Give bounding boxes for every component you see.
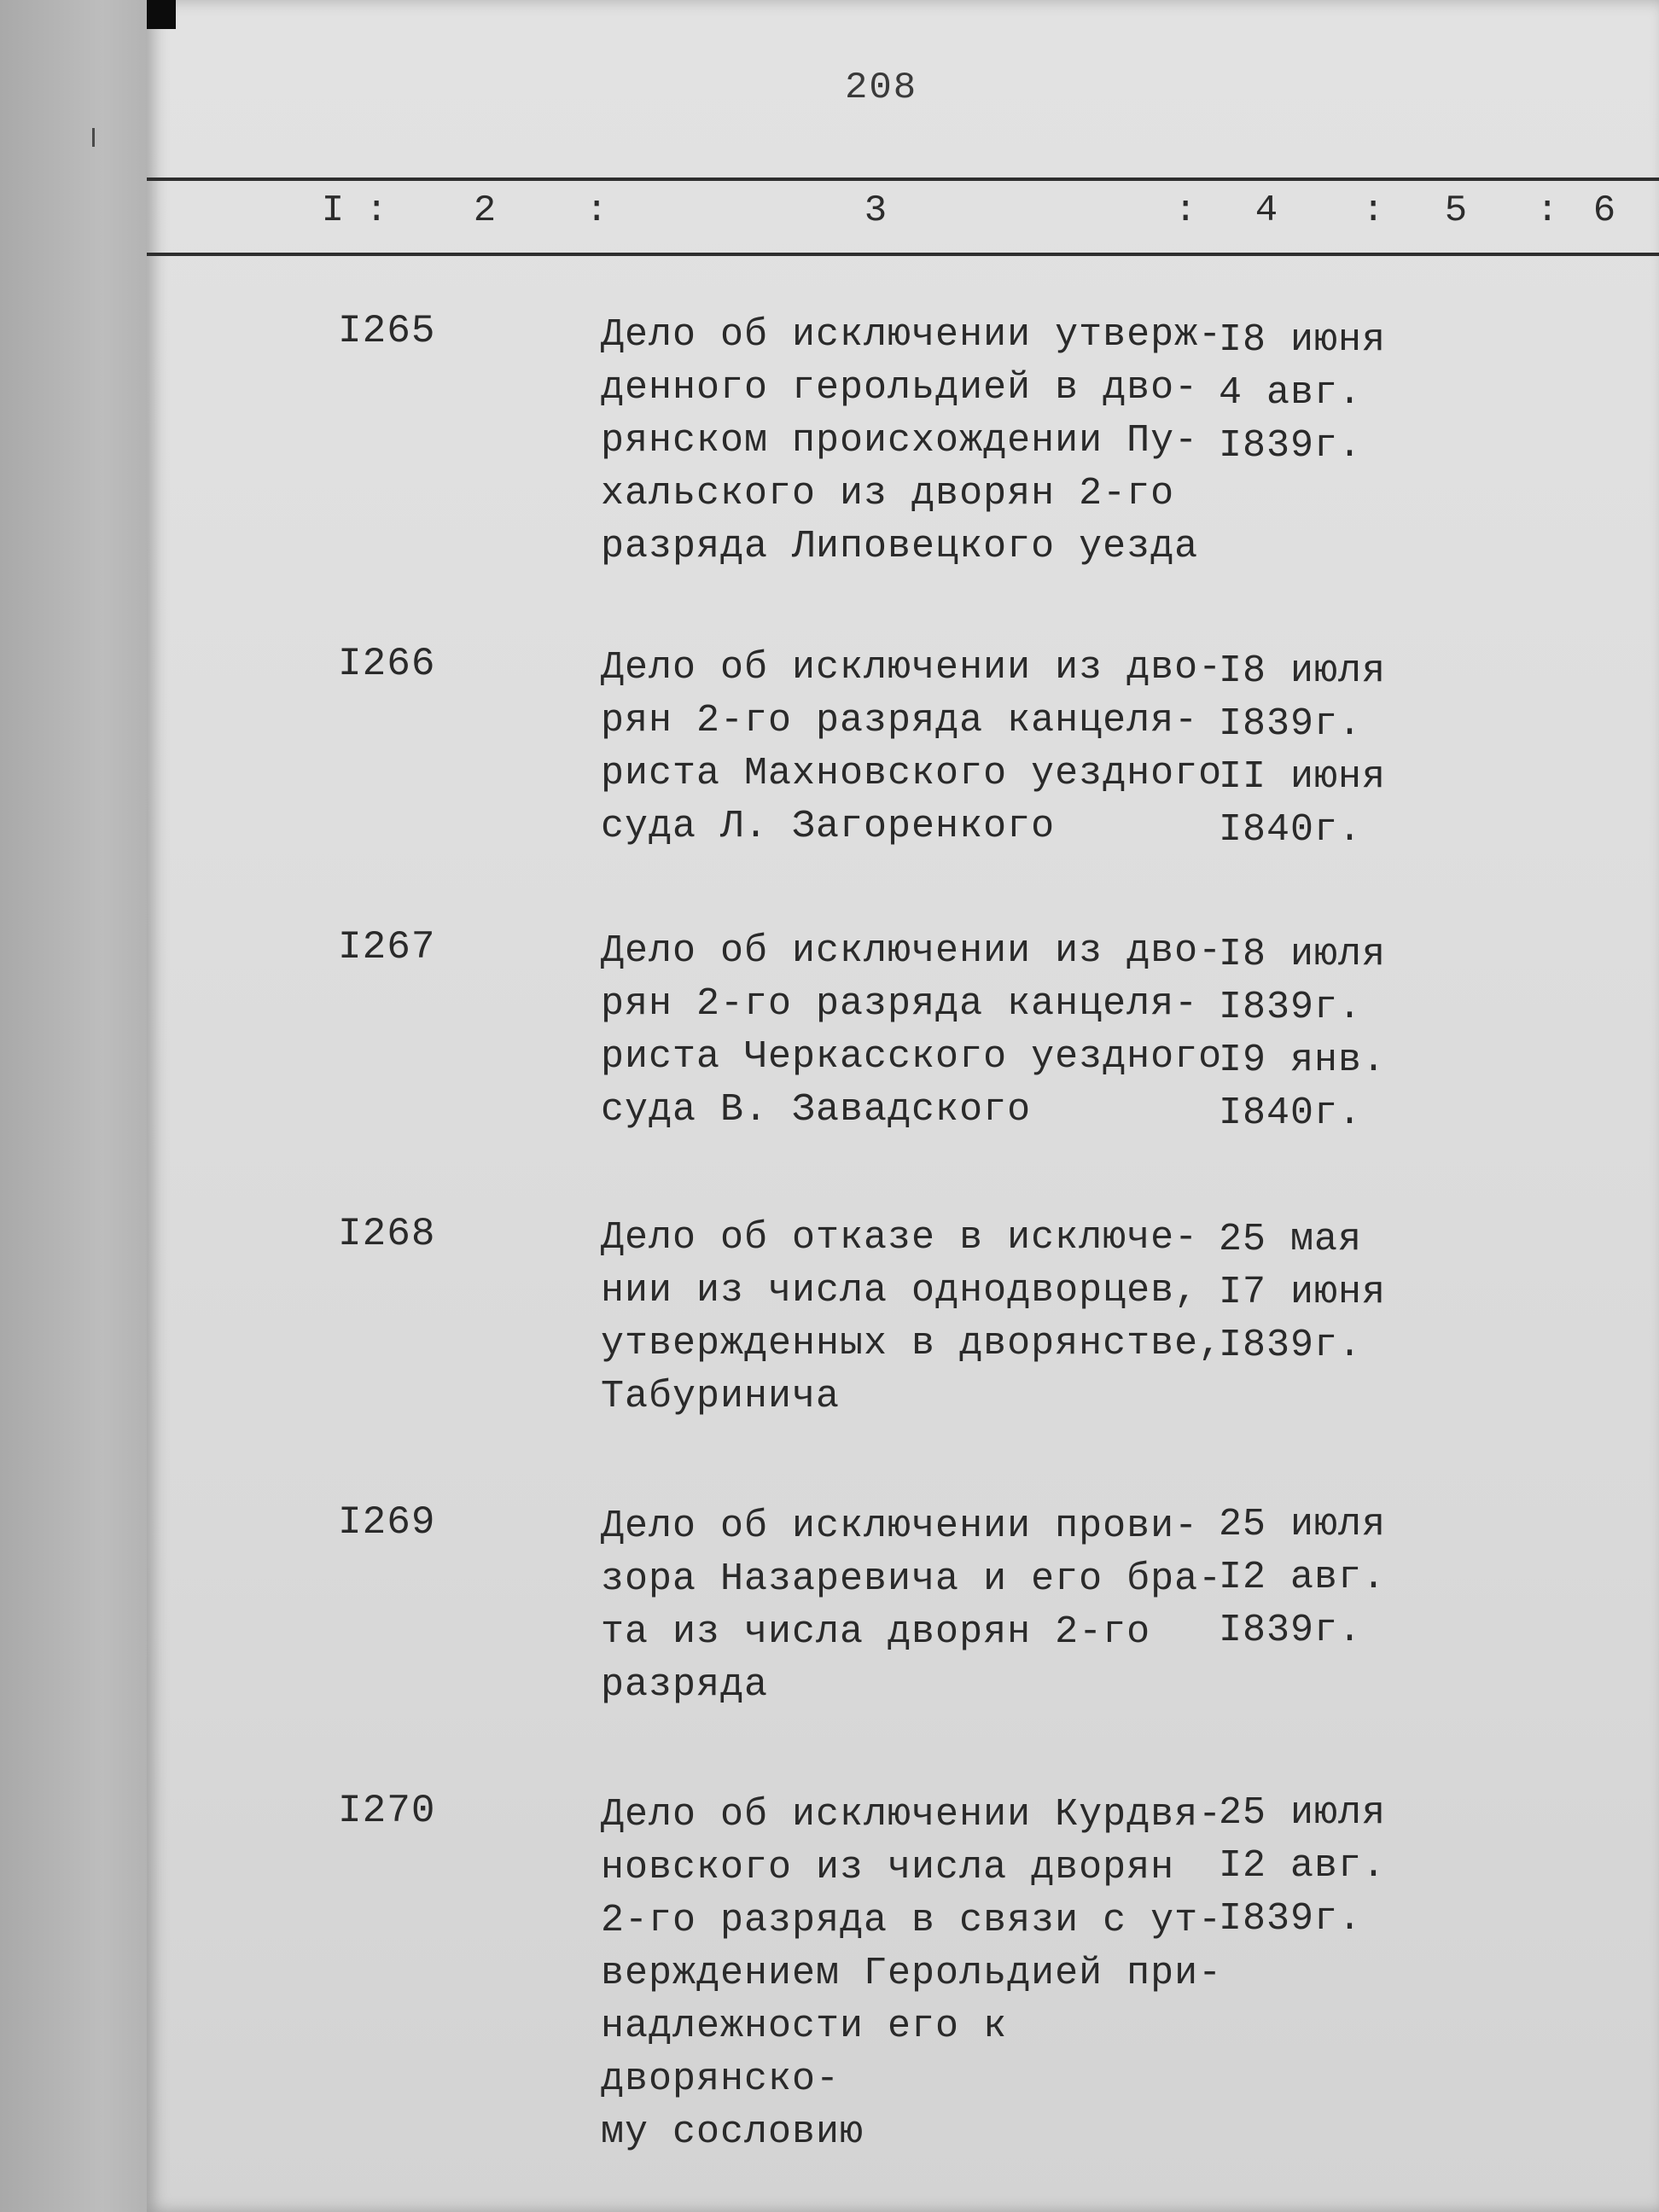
column-separator: : <box>365 189 388 232</box>
case-dates: I8 июня 4 авг. I839г. <box>1219 318 1387 468</box>
case-number: I269 <box>338 1500 436 1545</box>
column-separator: : <box>1362 189 1385 232</box>
page-number: 208 <box>845 67 918 109</box>
case-dates: 25 мая I7 июня I839г. <box>1219 1218 1387 1367</box>
column-header-2: 2 <box>473 189 497 232</box>
case-title: Дело об исключении из дво- рян 2-го разряда канцеля- риста Черкасского уездного суда В. Завадского <box>601 929 1223 1132</box>
case-number: I270 <box>338 1789 436 1833</box>
header-rule-top <box>147 178 1659 181</box>
column-separator: : <box>1174 189 1197 232</box>
case-number: I268 <box>338 1212 436 1256</box>
case-dates: 25 июля I2 авг. I839г. <box>1219 1791 1387 1941</box>
column-header-5: 5 <box>1444 189 1468 232</box>
case-number: I267 <box>338 925 436 969</box>
column-header-3: 3 <box>864 189 888 232</box>
case-title: Дело об исключении прови- зора Назаревича и его бра- та из числа дворян 2-го разряда <box>601 1505 1223 1707</box>
case-title: Дело об исключении утверж- денного герольдией в дво- рянском происхождении Пу- хальского из дворян 2-го разряда Липовецкого уезда <box>601 313 1223 568</box>
case-number: I265 <box>338 309 436 353</box>
column-header-6: 6 <box>1592 189 1616 232</box>
column-header-1: I <box>321 189 345 232</box>
case-title: Дело об исключении Курдвя- новского из числа дворян 2-го разряда в связи с ут- верждением Герольдией при- надлежности его к дворянско- му сословию <box>601 1793 1223 2154</box>
case-number: I266 <box>338 642 436 686</box>
column-header-4: 4 <box>1254 189 1278 232</box>
scan-corner <box>147 0 176 29</box>
column-separator: : <box>585 189 608 232</box>
case-title: Дело об отказе в исключе- нии из числа однодворцев, утвержденных в дворянстве, Табуринича <box>601 1216 1223 1418</box>
case-dates: I8 июля I839г. II июня I840г. <box>1219 649 1387 852</box>
margin-mark <box>92 128 95 147</box>
case-dates: I8 июля I839г. I9 янв. I840г. <box>1219 933 1387 1135</box>
case-dates: 25 июля I2 авг. I839г. <box>1219 1503 1387 1652</box>
header-rule-bottom <box>147 253 1659 256</box>
case-title: Дело об исключении из дво- рян 2-го разряда канцеля- риста Махновского уездного суда Л. Загоренкого <box>601 646 1223 848</box>
left-margin <box>0 0 147 2212</box>
column-separator: : <box>1536 189 1559 232</box>
